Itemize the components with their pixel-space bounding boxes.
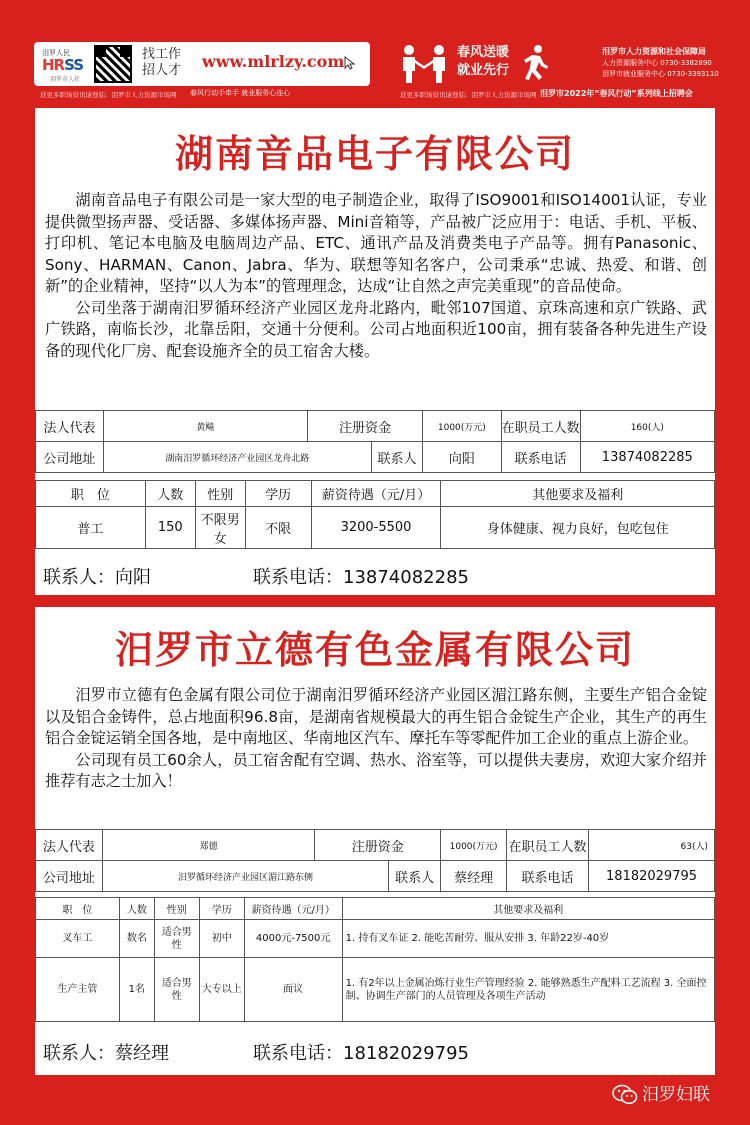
company-description: 湖南音品电子有限公司是一家大型的电子制造企业，取得了ISO9001和ISO14001认证，专业提供微型扬声器、受话器、多媒体扬声器、Mini音箱等，产品被广泛应用于：电话、手机、平板、打印机、笔记本电脑及电脑周边产品、ETC、通讯产品及消费类电子产品等。拥有Panasonic、Sony、HARMAN、Canon、Jabra、华为、联想等知名客户，公司秉承“忠诚、热爱、和谐、创新”的企业精神，坚持“以人为本”的管理理念，达成“让自然之声完美重现”的音品使命。 公司坐落于湖南汨罗循环经济产业园区龙舟北路内，毗邻107国道、京珠高速和京广铁路、武广铁路，南临长沙，北靠岳阳，交通十分便利。公司占地面积近100亩，拥有装备各种先进生产设备的现代化厂房、配套设施齐全的员工宿舍大楼。: [45, 191, 707, 360]
contact-person: 向阳: [423, 442, 501, 473]
header-subtext-mid: 春风行动手牵手 就业服务心连心: [190, 89, 291, 97]
table-row: 叉车工 数名 适合男性 初中 4000元-7500元 1. 持有叉车证 2. 能吃苦耐劳、服从安排 3. 年龄22岁-40岁: [36, 920, 715, 958]
wechat-account-badge[interactable]: [612, 1080, 710, 1104]
header-slogan: 找工作 招人才: [142, 47, 182, 78]
jobs-table: [35, 897, 715, 1022]
company-info-table: 法人代表 黄飚 注册资金 1000(万元) 在职员工人数 160(人) 公司地址 湖南汨罗循环经济产业园区龙舟北路 联系人 向阳 联系电话 13874082285: [35, 410, 715, 473]
legal-rep: 黄飚: [103, 411, 307, 442]
contact-person: 蔡经理: [441, 861, 507, 892]
handshake-icon: [395, 44, 453, 84]
account-name: 汨罗妇联: [642, 1085, 710, 1105]
company-title: 汨罗市立德有色金属有限公司: [114, 628, 635, 672]
qr-code-icon: [94, 45, 132, 83]
company-info-table: 法人代表 郑德 注册资金 1000(万元) 在职员工人数 63(人) 公司地址 汨罗循环经济产业园区湄江路东侧 联系人 蔡经理 联系电话 18182029795: [35, 829, 715, 892]
contact-person-line: 联系人：蔡经理: [43, 1043, 169, 1064]
staff-count: 160(人): [580, 411, 714, 442]
hrss-logo: 泪罗人民 HRSS 泪罗市人社: [42, 49, 84, 83]
table-row: 普工 150 不限男女 不限 3200-5500 身体健康、视力良好，包吃包住: [36, 507, 715, 549]
contact-phone: 13874082285: [580, 442, 714, 473]
contact-phone-line[interactable]: 联系电话：13874082285: [253, 567, 469, 588]
company-title: 湖南音品电子有限公司: [174, 132, 575, 176]
registered-capital: 1000(万元): [441, 830, 507, 861]
header-ad-box: [34, 42, 370, 86]
header-subtext-mid2: 获更多职场资讯请登陆：泪罗市人力资源市场网: [400, 91, 537, 99]
company-address: 湖南汨罗循环经济产业园区龙舟北路: [103, 442, 371, 473]
company-address: 汨罗循环经济产业园区湄江路东侧: [102, 861, 388, 892]
jobs-header-row: 职 位 人数 性别 学历 薪资待遇（元/月） 其他要求及福利: [36, 898, 715, 920]
jobs-header-row: 职 位 人数 性别 学历 薪资待遇（元/月） 其他要求及福利: [36, 481, 715, 507]
company-panel-1: [35, 108, 715, 595]
spring-slogan: 春风送暖 就业先行: [457, 45, 510, 78]
bureau-info: 泪罗市人力资源和社会保障局 人力资源服务中心 0730-3382890 泪罗市就业服务中心 0730-3393110: [602, 47, 719, 78]
event-title: 泪罗市2022年“春风行动”系列线上招聘会: [540, 89, 693, 98]
website-link[interactable]: www.mlrlzy.com: [202, 52, 345, 71]
company-panel-2: [35, 607, 715, 1075]
company-description: 汨罗市立德有色金属有限公司位于湖南汨罗循环经济产业园区湄江路东侧，主要生产铝合金锭以及铝合金铸件，总占地面积96.8亩，是湖南省规模最大的再生铝合金锭生产企业，其生产的再生铝合金锭运销全国各地，是中南地区、华南地区汽车、摩托车等零配件加工企业的重点上游企业。 公司现有员工60余人，员工宿舍配有空调、热水、浴室等，可以提供夫妻房，欢迎大家介绍并推荐有志之士加入！: [45, 686, 707, 790]
contact-person-line: 联系人：向阳: [43, 567, 151, 588]
contact-phone-line[interactable]: 联系电话：18182029795: [253, 1043, 469, 1064]
wechat-icon: [612, 1084, 638, 1106]
header-subtext-left: 获更多职场资讯请登陆：泪罗市人力资源市场网: [40, 91, 177, 99]
runner-icon: [520, 44, 550, 82]
table-row: 生产主管 1名 适合男性 大专以上 面议 1. 有2年以上金属冶炼行业生产管理经验 2. 能够熟悉生产配料工艺流程 3. 全面控制、协调生产部门的人员管理及各项生产活动: [36, 958, 715, 1022]
staff-count: 63(人): [589, 830, 715, 861]
header-banner: [0, 0, 750, 105]
contact-phone: 18182029795: [589, 861, 715, 892]
jobs-table: [35, 480, 715, 549]
contact-line: [43, 563, 469, 589]
registered-capital: 1000(万元): [423, 411, 501, 442]
cursor-icon: [344, 56, 356, 70]
contact-line: [43, 1039, 469, 1065]
legal-rep: 郑德: [102, 830, 315, 861]
